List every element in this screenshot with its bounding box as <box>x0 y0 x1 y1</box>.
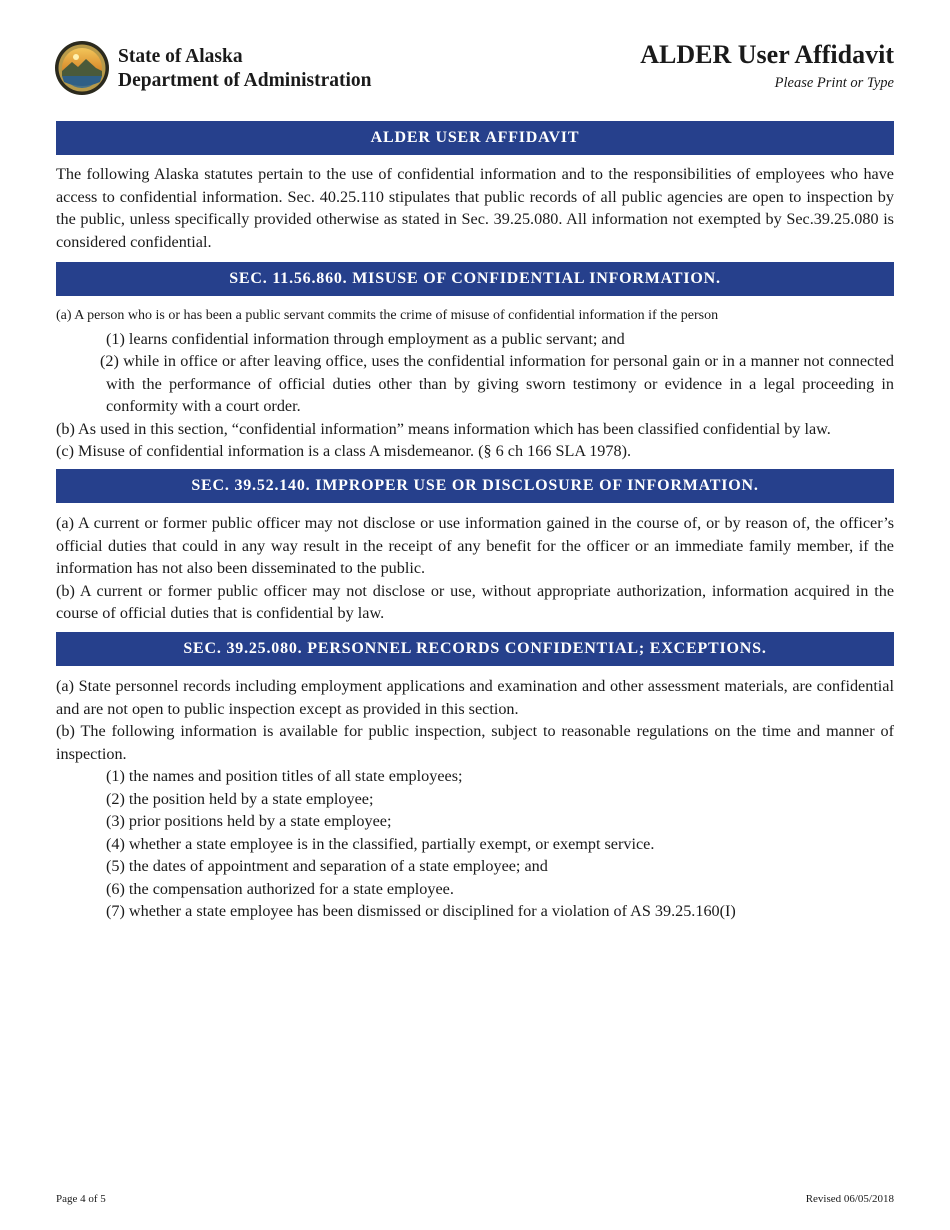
personnel-records-section-body <box>56 675 894 923</box>
clause-c: (c) Misuse of confidential information is a class A misdemeanor. (§ 6 ch 166 SLA 1978). <box>56 442 632 460</box>
clause-a-1: (1) learns confidential information through employment as a public servant; and <box>106 329 625 348</box>
list-item: (2) the position held by a state employee; <box>106 789 374 808</box>
clause-b: (b) A current or former public officer may not disclose or use, without appropriate authorization, information acquired in the course of official duties that is confidential by law. <box>56 581 894 622</box>
revised-date: Revised 06/05/2018 <box>805 1193 894 1205</box>
clause-a: (a) State personnel records including employment applications and examination and other assessment materials, are confidential and are not open to public inspection except as provided in this section. <box>56 677 894 718</box>
section-heading-misuse: SEC. 11.56.860. MISUSE OF CONFIDENTIAL INFORMATION. <box>56 262 894 296</box>
clause-b: (b) The following information is available for public inspection, subject to reasonable regulations on the time and manner of inspection. <box>56 722 894 763</box>
list-item: (6) the compensation authorized for a state employee. <box>106 879 454 898</box>
list-item: (5) the dates of appointment and separation of a state employee; and <box>106 857 548 875</box>
clause-a: (a) A current or former public officer may not disclose or use information gained in the course of, or by reason of, the officer’s official duties that could in any way result in the receipt of any benefit for the officer or an immediate family member, if the information has not also been disseminated to the public. <box>56 514 894 577</box>
clause-b: (b) As used in this section, “confidential information” means information which has been classified confidential by law. <box>56 419 831 438</box>
list-item: (4) whether a state employee is in the classified, partially exempt, or exempt service. <box>106 834 655 853</box>
list-item: (1) the names and position titles of all state employees; <box>106 767 463 785</box>
document-subtitle: Please Print or Type <box>774 75 894 91</box>
clause-a: (a) A person who is or has been a public servant commits the crime of misuse of confidential information if the person <box>56 308 719 323</box>
page-number: Page 4 of 5 <box>56 1193 106 1205</box>
title-block <box>640 40 894 92</box>
state-of-alaska-seal-icon <box>54 40 110 96</box>
agency-name <box>118 45 371 93</box>
page-header <box>54 40 896 100</box>
list-item: (7) whether a state employee has been dismissed or disciplined for a violation of AS 39.25.160(I) <box>106 902 736 920</box>
agency-department: Department of Administration <box>118 70 372 91</box>
improper-use-section-body <box>56 512 894 625</box>
section-heading-affidavit: ALDER USER AFFIDAVIT <box>56 121 894 155</box>
document-title: ALDER User Affidavit <box>640 40 894 69</box>
section-heading-improper-use: SEC. 39.52.140. IMPROPER USE OR DISCLOSURE OF INFORMATION. <box>56 469 894 503</box>
section-heading-personnel-records: SEC. 39.25.080. PERSONNEL RECORDS CONFIDENTIAL; EXCEPTIONS. <box>56 632 894 666</box>
list-item: (3) prior positions held by a state employee; <box>106 812 392 830</box>
intro-paragraph: The following Alaska statutes pertain to the use of confidential information and to the responsibilities of employees who have access to confidential information. Sec. 40.25.110 stipulates that public records of all public agencies are open to inspection by the public, unless specifically provided otherwise as stated in Sec. 39.25.080. All information not exempted by Sec.39.25.080 is considered confidential. <box>56 165 894 251</box>
clause-a-2: (2) while in office or after leaving office, uses the confidential information for personal gain or in a manner not connected with the performance of official duties other than by giving sworn testimony or evidence in a legal proceeding in conformity with a court order. <box>100 352 894 415</box>
misuse-section-body <box>56 305 894 463</box>
agency-state: State of Alaska <box>118 46 243 67</box>
